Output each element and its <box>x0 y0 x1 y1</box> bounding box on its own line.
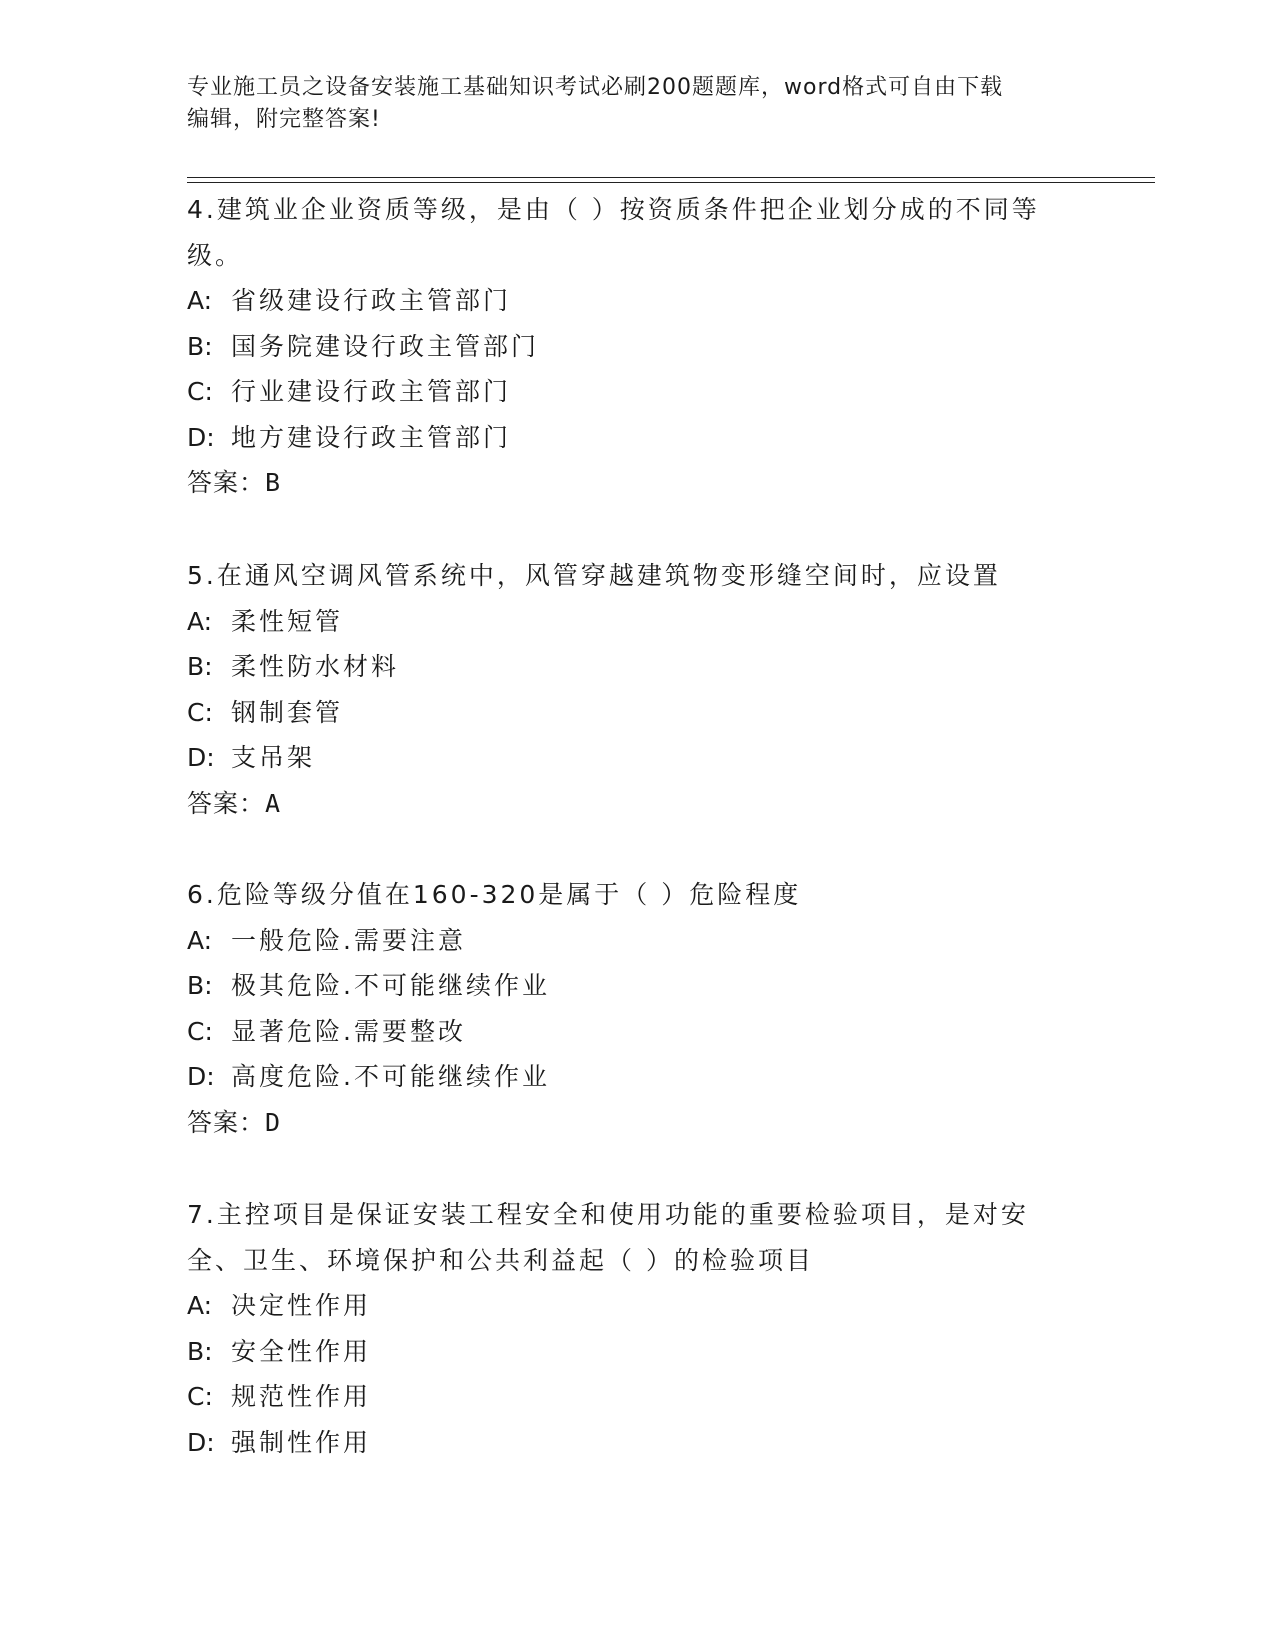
option-text: 省级建设行政主管部门 <box>231 286 512 315</box>
answer-line <box>187 781 1087 827</box>
option-a <box>187 599 1087 645</box>
question-7 <box>187 1192 1087 1465</box>
option-b <box>187 1329 1087 1375</box>
option-letter: C: <box>187 1382 213 1411</box>
option-letter: B: <box>187 971 213 1000</box>
question-4 <box>187 187 1087 506</box>
option-d <box>187 1420 1087 1466</box>
answer-line <box>187 1100 1087 1146</box>
question-stem: 4.建筑业企业资质等级，是由（ ）按资质条件把企业划分成的不同等 <box>187 195 1040 224</box>
option-b <box>187 644 1087 690</box>
option-letter: A: <box>187 925 213 955</box>
option-text: 决定性作用 <box>231 1291 372 1320</box>
question-5 <box>187 553 1087 826</box>
option-a <box>187 918 1087 964</box>
option-text: 支吊架 <box>231 743 316 772</box>
header-divider-bottom <box>187 182 1155 183</box>
option-letter: C: <box>187 1016 213 1046</box>
option-text: 安全性作用 <box>231 1336 372 1366</box>
option-d <box>187 735 1087 781</box>
option-letter: B: <box>187 1336 213 1366</box>
answer-value: D <box>265 1107 281 1137</box>
option-text: 强制性作用 <box>231 1427 372 1457</box>
option-text: 极其危险.不可能继续作业 <box>231 971 550 1000</box>
option-text: 行业建设行政主管部门 <box>231 377 512 406</box>
option-text: 规范性作用 <box>231 1382 372 1411</box>
option-text: 显著危险.需要整改 <box>231 1016 466 1046</box>
answer-value: A <box>265 788 281 818</box>
answer-value: B <box>265 468 281 497</box>
option-c <box>187 1374 1087 1420</box>
option-letter: A: <box>187 1291 213 1320</box>
question-stem: 全、卫生、环境保护和公共利益起（ ）的检验项目 <box>187 1245 814 1275</box>
question-stem: 5.在通风空调风管系统中，风管穿越建筑物变形缝空间时，应设置 <box>187 561 1001 590</box>
answer-label: 答案： <box>187 468 266 497</box>
option-c <box>187 690 1087 736</box>
question-stem: 级。 <box>187 240 244 270</box>
option-text: 一般危险.需要注意 <box>231 925 466 955</box>
option-text: 钢制套管 <box>231 697 344 727</box>
header-divider-top <box>187 177 1155 178</box>
option-text: 高度危险.不可能继续作业 <box>231 1062 550 1091</box>
option-letter: D: <box>187 743 215 772</box>
option-b <box>187 324 1087 370</box>
option-letter: B: <box>187 652 213 681</box>
header-line-1: 专业施工员之设备安装施工基础知识考试必刷200题题库，word格式可自由下载 <box>187 75 1004 100</box>
question-6 <box>187 872 1087 1145</box>
option-letter: D: <box>187 1427 215 1457</box>
option-letter: A: <box>187 606 213 636</box>
option-text: 国务院建设行政主管部门 <box>231 331 540 361</box>
option-a <box>187 1283 1087 1329</box>
option-c <box>187 369 1087 415</box>
option-letter: A: <box>187 286 213 315</box>
answer-label: 答案： <box>187 1107 266 1137</box>
option-d <box>187 1054 1087 1100</box>
option-text: 地方建设行政主管部门 <box>231 422 512 452</box>
option-letter: D: <box>187 422 215 452</box>
document-header <box>187 72 1087 136</box>
option-d <box>187 415 1087 461</box>
option-a <box>187 278 1087 324</box>
option-letter: B: <box>187 331 213 361</box>
option-text: 柔性短管 <box>231 606 344 636</box>
answer-label: 答案： <box>187 788 266 818</box>
question-stem: 7.主控项目是保证安装工程安全和使用功能的重要检验项目，是对安 <box>187 1200 1029 1229</box>
answer-line <box>187 460 1087 506</box>
header-line-2: 编辑，附完整答案! <box>187 107 381 132</box>
option-b <box>187 963 1087 1009</box>
option-c <box>187 1009 1087 1055</box>
question-stem: 6.危险等级分值在160-320是属于（ ）危险程度 <box>187 880 802 909</box>
option-text: 柔性防水材料 <box>231 652 400 681</box>
option-letter: C: <box>187 697 213 727</box>
option-letter: D: <box>187 1062 215 1091</box>
option-letter: C: <box>187 377 213 406</box>
